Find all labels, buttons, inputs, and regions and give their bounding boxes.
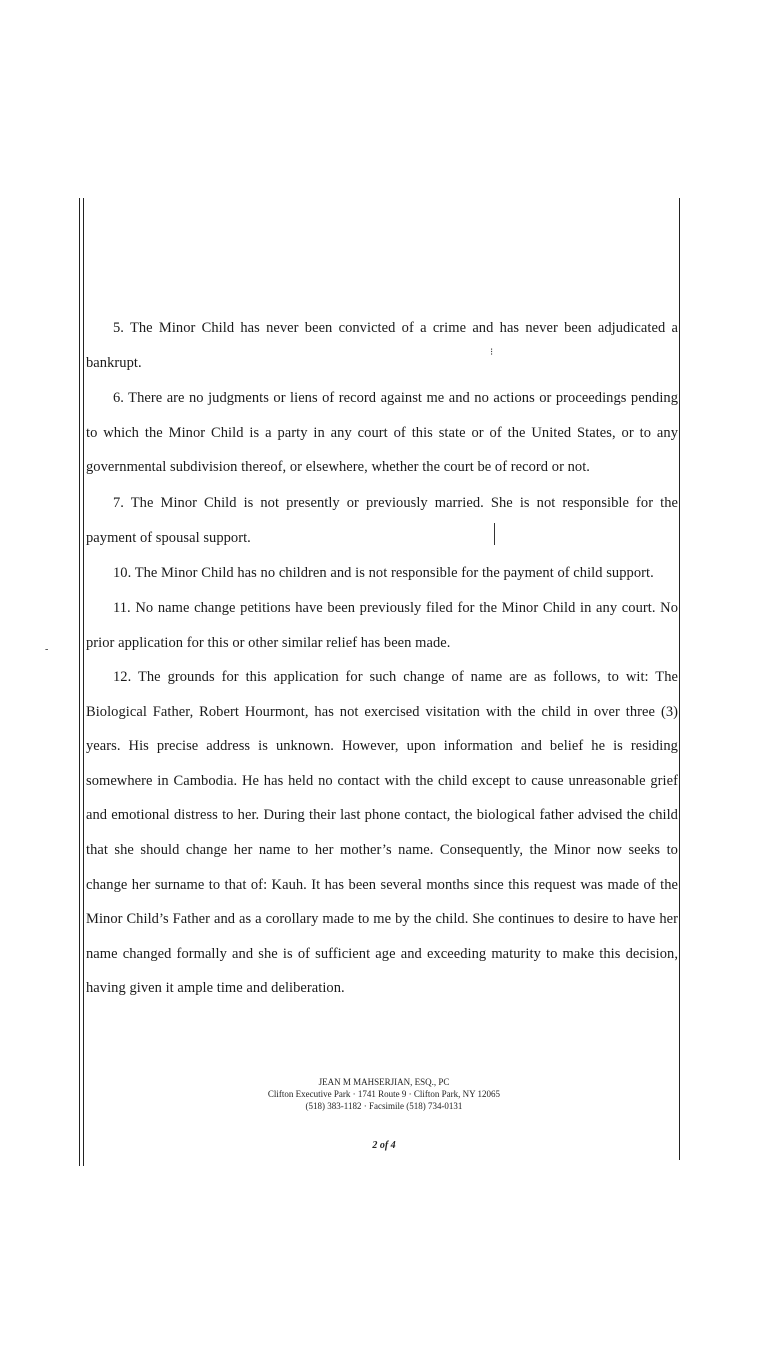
- footer-phone: (518) 383-1182 · Facsimile (518) 734-0131: [305, 1101, 463, 1111]
- paragraph-11: 11. No name change petitions have been previously filed for the Minor Child in any court. No prior application for this or other similar relief has been made.: [86, 600, 678, 651]
- paragraph-5: 5. The Minor Child has never been convicted of a crime and has never been adjudicated a bankrupt.: [86, 320, 678, 371]
- paragraph-6: 6. There are no judgments or liens of record against me and no actions or proceedings pending to which the Minor Child is a party in any court of this state or of the United States, or to any governmental subdivision thereof, or elsewhere, whether the court be of record or not.: [86, 390, 678, 476]
- footer-firm-name: JEAN M MAHSERJIAN, ESQ., PC: [318, 1077, 450, 1087]
- left-margin-rule-inner: [83, 198, 84, 1166]
- scan-mark-dash: -: [45, 644, 49, 655]
- page-number: 2 of 4: [372, 1140, 396, 1151]
- right-margin-rule: [679, 198, 680, 1160]
- paragraph-12: 12. The grounds for this application for such change of name are as follows, to wit: The Biological Father, Robert Hourmont, has not exercised visitation with the child in over three (3) years. His precise address is unknown. However, upon information and belief he is residing somewhere in Cambodia. He has held no contact with the child except to cause unreasonable grief and emotional distress to her. During their last phone contact, the biological father advised the child that she should change her name to her mother’s name. Consequently, the Minor now seeks to change her surname to that of: Kauh. It has been several months since this request was made of the Minor Child’s Father and as a corollary made to me by the child. She continues to desire to have her name changed formally and she is of sufficient age and exceeding maturity to make this decision, having given it ample time and deliberation.: [86, 669, 678, 997]
- footer-address: Clifton Executive Park · 1741 Route 9 · Clifton Park, NY 12065: [267, 1089, 501, 1099]
- paragraph-7: 7. The Minor Child is not presently or previously married. She is not responsible for the payment of spousal support.: [86, 495, 678, 546]
- left-margin-rule-outer: [79, 198, 80, 1166]
- paragraph-10: 10. The Minor Child has no children and is not responsible for the payment of child support.: [113, 565, 654, 581]
- scan-mark-dot: ⁝: [490, 347, 494, 358]
